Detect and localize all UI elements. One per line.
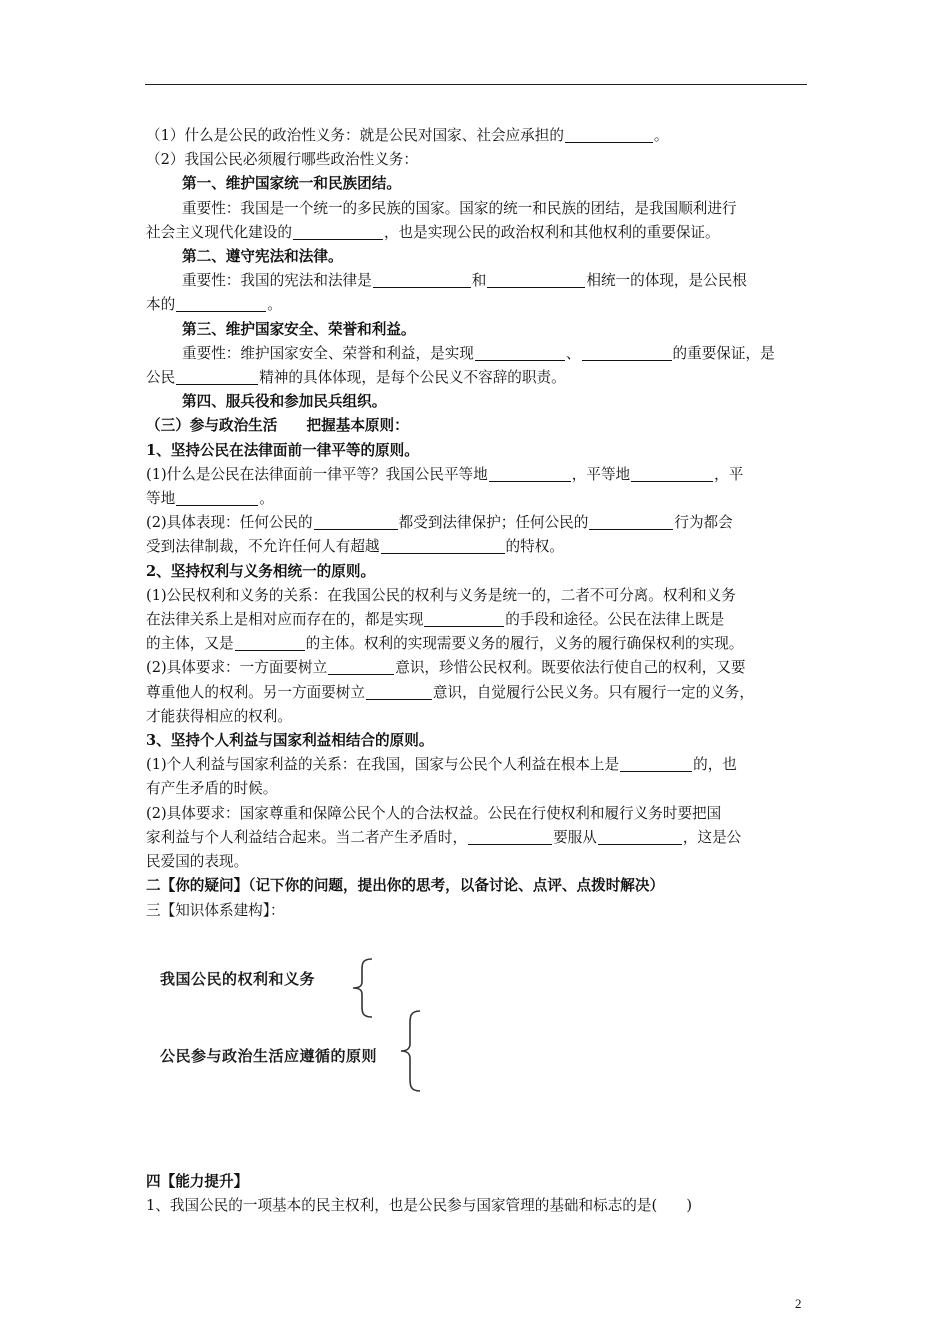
text-segment: 家利益与个人利益结合起来。当二者产生矛盾时， [146, 828, 468, 846]
line-18 [146, 560, 808, 584]
text-segment: 受到法律制裁，不允许任何人有超越 [146, 538, 380, 556]
question-1: 1、我国公民的一项基本的民主权利，也是公民参与国家管理的基础和标志的是( ) [146, 1197, 693, 1215]
ability-section [146, 1170, 808, 1218]
page-number: 2 [795, 1296, 802, 1311]
text-segment: 。 [653, 127, 669, 144]
text-segment: 都受到法律保护；任何公民的 [398, 514, 589, 532]
text-segment: 的主体。权利的实现需要义务的履行，义务的履行确保权利的实现。 [305, 635, 744, 653]
line-5 [146, 245, 808, 269]
line-27 [146, 777, 808, 801]
text-segment: 尊重他人的权利。另一方面要树立 [146, 683, 365, 701]
text-segment: 的重要保证，是 [672, 344, 775, 362]
line-14 [146, 463, 808, 487]
fill-in-blank[interactable] [487, 272, 585, 288]
line-24 [146, 705, 808, 729]
text-segment: 意识，珍惜公民权利。既要依法行使自己的权利，又要 [395, 659, 746, 677]
line-8 [146, 318, 808, 342]
fill-in-blank[interactable] [328, 659, 394, 675]
text-segment: 精神的具体体现，是每个公民义不容辞的职责。 [259, 369, 566, 387]
line-30 [146, 850, 808, 874]
text-segment: 。 [259, 490, 274, 508]
fill-in-blank[interactable] [176, 296, 266, 312]
line-25 [146, 729, 808, 753]
fill-in-blank[interactable] [314, 514, 398, 530]
line-6 [146, 269, 808, 293]
text-segment: 的特权。 [505, 538, 564, 556]
line-12 [146, 414, 808, 438]
text-segment: 。 [267, 296, 282, 314]
text-segment: (1)个人利益与国家利益的关系：在我国，国家与公民个人利益在根本上是 [146, 756, 620, 774]
text-segment: 、 [565, 344, 581, 362]
text-segment: 第一、维护国家统一和民族团结。 [182, 175, 401, 193]
knowledge-structure-diagram [150, 950, 450, 1100]
text-segment: 民爱国的表现。 [146, 853, 249, 871]
fill-in-blank[interactable] [366, 684, 432, 700]
line-7 [146, 293, 808, 317]
fill-in-blank[interactable] [489, 466, 571, 482]
line-20 [146, 608, 808, 632]
line-32 [146, 899, 808, 923]
line-4 [146, 221, 808, 245]
text-segment: (2)具体表现：任何公民的 [146, 514, 313, 532]
text-segment: （三）参与政治生活 把握基本原则： [146, 417, 409, 435]
text-segment: 社会主义现代化建设的 [146, 223, 292, 241]
line-11 [146, 390, 808, 414]
fill-in-blank[interactable] [424, 611, 504, 627]
text-segment: 第三、维护国家安全、荣誉和利益。 [182, 320, 416, 338]
fill-in-blank[interactable] [468, 829, 552, 845]
text-segment: ，也是实现公民的政治权利和其他权利的重要保证。 [383, 223, 720, 241]
text-segment: 等地 [146, 490, 176, 508]
text-segment: 有产生矛盾的时候。 [146, 780, 278, 798]
diagram-label-principles: 公民参与政治生活应遵循的原则 [160, 1048, 378, 1065]
line-10 [146, 366, 808, 390]
text-segment: 意识，自觉履行公民义务。只有履行一定的义务， [432, 683, 754, 701]
line-1 [146, 148, 808, 172]
line-22 [146, 656, 808, 680]
text-segment: 的手段和途径。公民在法律上既是 [505, 611, 725, 629]
text-segment: 第四、服兵役和参加民兵组织。 [182, 393, 387, 411]
line-17 [146, 535, 808, 559]
text-segment: 要服从 [553, 828, 597, 846]
document-body [146, 124, 808, 923]
fill-in-blank[interactable] [620, 756, 692, 772]
text-segment: 3、坚持个人利益与国家利益相结合的原则。 [146, 732, 434, 750]
line-0 [146, 124, 808, 148]
text-segment: 重要性：维护国家安全、荣誉和利益，是实现 [182, 344, 474, 362]
text-segment: 的，也 [693, 756, 737, 774]
left-brace-icon [396, 1008, 426, 1094]
line-15 [146, 487, 808, 511]
text-segment: 才能获得相应的权利。 [146, 707, 292, 725]
text-segment: （2）我国公民必须履行哪些政治性义务： [146, 151, 418, 169]
line-31 [146, 874, 808, 898]
text-segment: 的主体，又是 [146, 635, 234, 653]
fill-in-blank[interactable] [176, 490, 258, 506]
line-28 [146, 802, 808, 826]
line-29 [146, 826, 808, 850]
text-segment: 公民 [146, 369, 176, 387]
text-segment: 和 [471, 272, 487, 290]
line-19 [146, 584, 808, 608]
line-26 [146, 753, 808, 777]
text-segment: 1、坚持公民在法律面前一律平等的原则。 [146, 441, 419, 459]
fill-in-blank[interactable] [235, 635, 305, 651]
header-rule [145, 84, 807, 85]
text-segment: 相统一的体现，是公民根 [586, 272, 747, 290]
fill-in-blank[interactable] [381, 538, 505, 554]
text-segment: ，平 [714, 465, 744, 483]
text-segment: (1)公民权利和义务的关系：在我国公民的权利与义务是统一的，二者不可分离。权利和义务 [146, 586, 736, 604]
text-segment: 本的 [146, 296, 176, 314]
line-16 [146, 511, 808, 535]
left-brace-icon [348, 956, 378, 1020]
text-segment: 重要性：我国的宪法和法律是 [182, 272, 372, 290]
text-segment: （1）什么是公民的政治性义务：就是公民对国家、社会应承担的 [146, 127, 564, 144]
text-segment: (1)什么是公民在法律面前一律平等？我国公民平等地 [146, 465, 488, 483]
line-21 [146, 632, 808, 656]
line-2 [146, 172, 808, 196]
text-segment: (2)具体要求：一方面要树立 [146, 659, 328, 677]
text-segment: 2、坚持权利与义务相统一的原则。 [146, 562, 376, 580]
fill-in-blank[interactable] [373, 272, 471, 288]
line-3 [146, 197, 808, 221]
fill-in-blank[interactable] [176, 369, 258, 385]
fill-in-blank[interactable] [598, 829, 682, 845]
text-segment: 重要性：我国是一个统一的多民族的国家。国家的统一和民族的团结，是我国顺利进行 [182, 199, 737, 217]
text-segment: ，平等地 [571, 465, 631, 483]
text-segment: 三【知识体系建构】： [146, 901, 285, 919]
fill-in-blank[interactable] [582, 345, 672, 361]
fill-in-blank[interactable] [631, 466, 713, 482]
fill-in-blank[interactable] [589, 514, 673, 530]
line-13 [146, 439, 808, 463]
fill-in-blank[interactable] [475, 345, 565, 361]
text-segment: (2)具体要求：国家尊重和保障公民个人的合法权益。公民在行使权利和履行义务时要把国 [146, 804, 722, 822]
text-segment: 二【你的疑问】（记下你的问题，提出你的思考，以备讨论、点评、点拨时解决） [146, 877, 665, 895]
text-segment: 在法律关系上是相对应而存在的，都是实现 [146, 611, 424, 629]
line-23 [146, 681, 808, 705]
fill-in-blank[interactable] [293, 224, 383, 240]
text-segment: ，这是公 [682, 828, 742, 846]
section4-heading: 四【能力提升】 [146, 1173, 249, 1190]
fill-in-blank[interactable] [565, 127, 653, 143]
text-segment: 行为都会 [674, 514, 733, 532]
diagram-label-rights-duties: 我国公民的权利和义务 [160, 971, 316, 988]
text-segment: 第二、遵守宪法和法律。 [182, 248, 343, 266]
line-9 [146, 342, 808, 366]
